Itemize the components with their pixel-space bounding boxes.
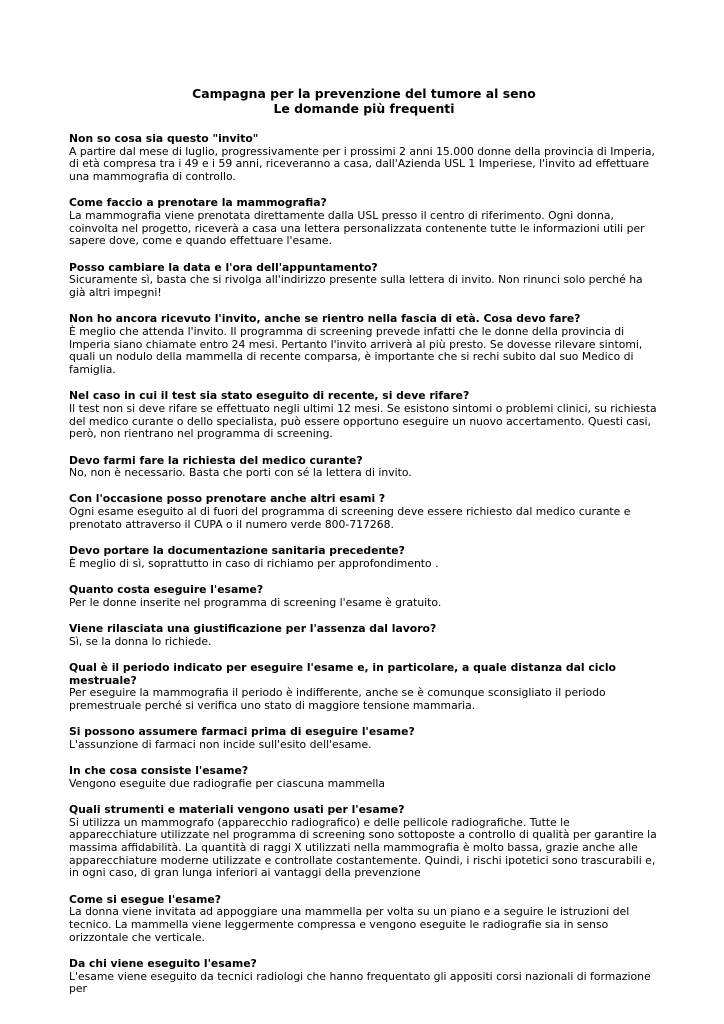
faq-item (69, 958, 659, 996)
document-title (69, 86, 659, 116)
faq-answer: Si utilizza un mammografo (apparecchio radiografico) e delle pellicole radiografiche. Tutte le apparecchiature utilizzate nel programma di screening sono sottoposte a controllo di qualità per garantire la massima affidabilità. La quantità di raggi X utilizzati nella mammografia è molto bassa, grazie anche alle apparecchiature moderne utilizzate e controllate costantemente. Quindi, i rischi ipotetici sono trascurabili e, in ogni caso, di gran lunga inferiori ai vantaggi della prevenzione (69, 815, 657, 880)
faq-answer: Il test non si deve rifare se effettuato negli ultimi 12 mesi. Se esistono sintomi o problemi clinici, su richiesta del medico curante o dello specialista, può essere opportuno eseguire un nuovo accertamento. Questi casi, però, non rientrano nel programma di screening. (69, 401, 657, 441)
faq-question: In che cosa consiste l'esame? (69, 764, 249, 778)
faq-question: Non ho ancora ricevuto l'invito, anche se rientro nella fascia di età. Cosa devo fare? (69, 312, 581, 326)
faq-question: Come faccio a prenotare la mammografia? (69, 196, 327, 210)
faq-question: Si possono assumere farmaci prima di eseguire l'esame? (69, 725, 415, 739)
faq-answer: La mammografia viene prenotata direttamente dalla USL presso il centro di riferimento. Ogni donna, coinvolta nel progetto, riceverà a casa una lettera personalizzata contenente tutte le informazioni utili per sapere dove, come e quando effettuare l'esame. (69, 209, 645, 248)
faq-item (69, 894, 659, 945)
faq-question: Qual è il periodo indicato per eseguire l'esame e, in particolare, a quale distanza dal ciclo mestruale? (69, 660, 616, 687)
faq-item (69, 493, 659, 531)
faq-list (69, 133, 659, 996)
faq-answer: Ogni esame eseguito al di fuori del programma di screening deve essere richiesto dal medico curante e prenotato attraverso il CUPA o il numero verde 800-717268. (69, 505, 631, 531)
faq-question: Con l'occasione posso prenotare anche altri esami ? (69, 492, 386, 506)
faq-answer: Sicuramente sì, basta che si rivolga all'indirizzo presente sulla lettera di invito. Non rinunci solo perché ha già altri impegni! (69, 273, 643, 300)
faq-item (69, 804, 659, 880)
faq-question: Quali strumenti e materiali vengono usati per l'esame? (69, 802, 405, 816)
faq-answer: Sì, se la donna lo richiede. (69, 634, 212, 648)
faq-answer: La donna viene invitata ad appoggiare una mammella per volta su un piano e a seguire le istruzioni del tecnico. La mammella viene leggermente compressa e vengono eseguite le radiografie sia in senso orizzontale che verticale. (69, 905, 630, 944)
faq-question: Da chi viene eseguito l'esame? (69, 956, 257, 970)
document-page (69, 86, 659, 1010)
faq-answer: Vengono eseguite due radiografie per ciascuna mammella (69, 776, 385, 790)
faq-answer: L'assunzione di farmaci non incide sull'esito dell'esame. (69, 737, 372, 751)
faq-item (69, 584, 659, 609)
faq-answer: A partire dal mese di luglio, progressivamente per i prossimi 2 anni 15.000 donne della provincia di Imperia, di età compresa tra i 49 e i 59 anni, riceveranno a casa, dall'Azienda USL 1 Imperiese, l'invito ad effettuare una mammografia di controllo. (69, 144, 655, 184)
faq-item (69, 662, 659, 713)
faq-item (69, 726, 659, 751)
faq-question: Devo portare la documentazione sanitaria precedente? (69, 544, 405, 558)
faq-item (69, 197, 659, 248)
faq-item (69, 313, 659, 377)
faq-answer: È meglio che attenda l'invito. Il programma di screening prevede infatti che le donne della provincia di Imperia siano chiamate entro 24 mesi. Pertanto l'invito arriverà al più presto. Se dovesse rilevare sintomi, quali un nodulo della mammella di recente comparsa, è importante che si rechi subito dal suo Medico di famiglia. (69, 324, 643, 377)
faq-item (69, 262, 659, 300)
faq-item (69, 390, 659, 441)
faq-question: Viene rilasciata una giustificazione per l'assenza dal lavoro? (69, 621, 437, 635)
faq-question: Quanto costa eseguire l'esame? (69, 582, 264, 596)
faq-item (69, 455, 659, 480)
title-line-1: Campagna per la prevenzione del tumore al seno (192, 86, 536, 101)
faq-item (69, 545, 659, 570)
faq-answer: L'esame viene eseguito da tecnici radiologi che hanno frequentato gli appositi corsi nazionali di formazione per (69, 969, 651, 996)
faq-answer: È meglio di sì, soprattutto in caso di richiamo per approfondimento . (69, 556, 439, 570)
faq-answer: Per eseguire la mammografia il periodo è indifferente, anche se è comunque sconsigliato il periodo premestruale perché si verifica uno stato di maggiore tensione mammaria. (69, 686, 606, 712)
faq-question: Come si esegue l'esame? (69, 892, 222, 906)
faq-item (69, 133, 659, 184)
faq-question: Posso cambiare la data e l'ora dell'appuntamento? (69, 260, 378, 274)
faq-question: Nel caso in cui il test sia stato eseguito di recente, si deve rifare? (69, 389, 470, 403)
faq-question: Devo farmi fare la richiesta del medico curante? (69, 453, 363, 467)
faq-answer: Per le donne inserite nel programma di screening l'esame è gratuito. (69, 595, 442, 609)
faq-answer: No, non è necessario. Basta che porti con sé la lettera di invito. (69, 466, 412, 480)
faq-question: Non so cosa sia questo "invito" (69, 132, 259, 145)
title-line-2: Le domande più frequenti (273, 101, 455, 116)
faq-item (69, 765, 659, 790)
faq-item (69, 623, 659, 648)
